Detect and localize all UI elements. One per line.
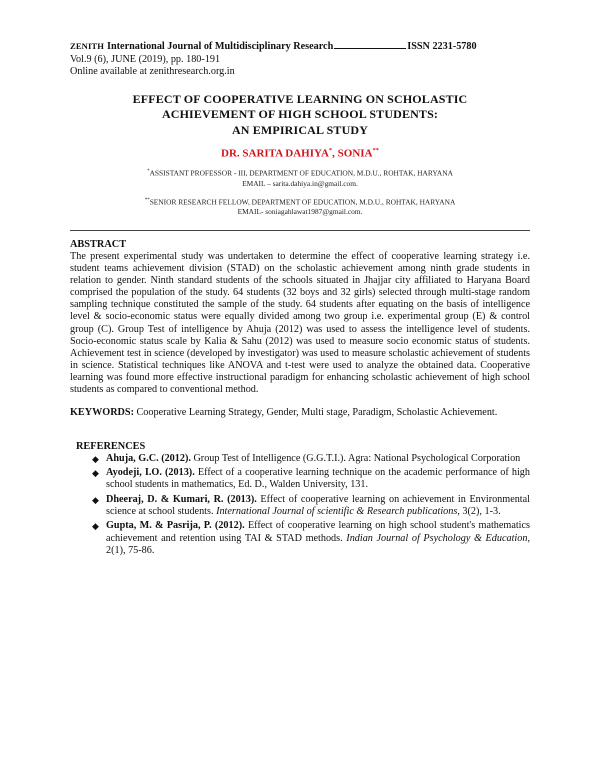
section-divider [70,230,530,231]
references-section [70,441,530,557]
reference-tail: , 2(1), 75-86. [106,532,530,556]
keywords-label: KEYWORDS: [70,406,134,418]
bullet-icon: ◆ [92,468,99,479]
reference-authors: Gupta, M. & Pasrija, P. (2012). [106,520,245,532]
bullet-icon: ◆ [92,453,99,464]
reference-text: Effect of cooperative learning on achievement in Environmental science at school students. [106,493,530,518]
journal-online: Online available at zenithresearch.org.in [70,66,235,78]
keywords-text: Cooperative Learning Strategy, Gender, Multi stage, Paradigm, Scholastic Achievement. [136,406,498,418]
journal-brand: ZENITH [70,41,105,51]
author-2-mark: ** [372,147,379,155]
references-list [70,453,530,557]
journal-name: International Journal of Multidisciplinary Research [107,41,334,52]
reference-item [92,520,530,557]
reference-journal: International Journal of scientific & Research publications [216,506,458,518]
reference-text: Effect of cooperative learning on high school student's mathematics achievement and retention using TAI & STAD methods. [106,520,530,544]
affiliation-1 [70,167,530,189]
affiliation-2-line-1: SENIOR RESEARCH FELLOW, DEPARTMENT OF EDUCATION, M.D.U., ROHTAK, HARYANA [149,197,456,207]
journal-line [70,40,530,54]
affiliation-1-line-1: ASSISTANT PROFESSOR - III, DEPARTMENT OF EDUCATION, M.D.U., ROHTAK, HARYANA [149,168,453,178]
title-line-3: AN EMPIRICAL STUDY [231,122,369,137]
reference-item [92,452,530,465]
affiliation-1-line-2: EMAIL – sarita.dahiya.in@gmail.com. [242,178,358,188]
author-line [70,147,530,160]
paper-page [70,40,530,559]
author-1-mark: * [328,147,333,155]
abstract-heading: ABSTRACT [70,238,127,250]
paper-title [70,92,530,139]
reference-text: Effect of a cooperative learning technique on the academic performance of high school students in mathematics, Ed. D., Walden University, 131. [106,467,530,491]
title-line-2: ACHIEVEMENT OF HIGH SCHOOL STUDENTS: [161,107,439,122]
reference-journal: Indian Journal of Psychology & Education [346,532,528,544]
affiliation-1-mark: * [147,168,150,174]
bullet-icon: ◆ [92,521,99,532]
reference-authors: Dheeraj, D. & Kumari, R. (2013). [106,493,257,505]
affiliation-2 [70,196,530,218]
author-2: SONIA [337,147,373,160]
reference-tail: , 3(2), 1-3. [457,506,501,518]
reference-text: Group Test of Intelligence (G.G.T.I.). Agra: National Psychological Corporation [190,452,521,464]
header-rule [334,40,406,49]
title-line-1: EFFECT OF COOPERATIVE LEARNING ON SCHOLASTIC [132,91,468,106]
bullet-icon: ◆ [92,494,99,505]
journal-issn: ISSN 2231-5780 [407,41,477,52]
reference-item [92,493,530,519]
abstract-text: The present experimental study was undertaken to determine the effect of cooperative learning strategy i.e. student teams achievement division (STAD) on the scholastic achievement among ninth grade students in relation to gender. Ninth standard students of the schools situated in Jhajjar city affiliated to Haryana Board comprised the population of the study. 64 students (32 boys and 32 girls) selected through multi-stage random sampling technique constituted the sample of the study. 64 students after equating on the basis of intelligence level & socio-economic status were equally divided among two group i.e. experimental group (E) & control group (C). Group Test of intelligence by Ahuja (2012) was used to assess the intelligence level of students. Socio-economic status scale by Kalia & Sahu (2012) was used to measure socio economic status of students. Achievement test in science (developed by investigator) was used to measure scholastic achievement of students in science. Statistical techniques like ANOVA and t-test were used to analyze the obtained data. Cooperative learning was found more effective instructional paradigm for enhancing scholastic achievement of high school students as compared to conventional method. [70,250,530,396]
reference-item [92,467,530,492]
journal-volume: Vol.9 (6), JUNE (2019), pp. 180-191 [70,53,221,65]
references-heading: REFERENCES [76,440,146,452]
author-separator: , [332,147,338,160]
affiliation-2-line-2: EMAIL- soniagahlawat1987@gmail.com. [237,207,363,217]
reference-authors: Ahuja, G.C. (2012). [106,452,191,464]
affiliation-2-mark: ** [144,197,150,203]
keywords [70,407,530,419]
journal-header [70,40,530,79]
author-1: DR. SARITA DAHIYA [221,147,329,160]
reference-authors: Ayodeji, I.O. (2013). [106,467,195,479]
